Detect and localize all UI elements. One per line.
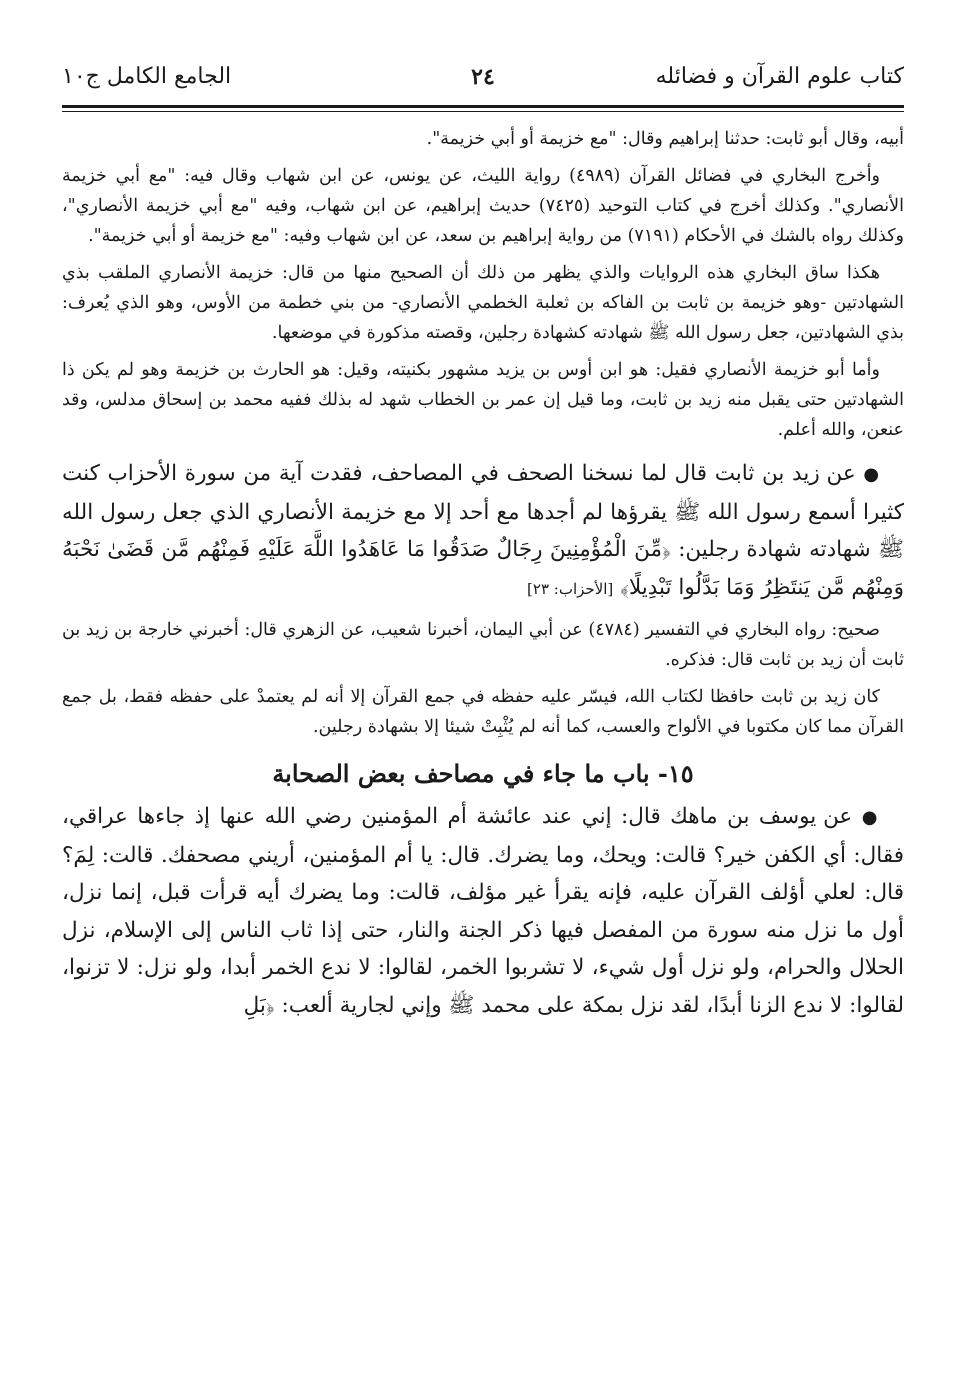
book-title: كتاب علوم القرآن و فضائله xyxy=(655,64,904,89)
hadith-zayd xyxy=(62,455,904,608)
header-rule-thin xyxy=(62,111,904,112)
paragraph-continuation: أبيه، وقال أبو ثابت: حدثنا إبراهيم وقال: "مع خزيمة أو أبي خزيمة". xyxy=(426,129,904,149)
chapter-heading: ١٥- باب ما جاء في مصاحف بعض الصحابة xyxy=(272,759,694,788)
hadith-aisha-text: عن يوسف بن ماهك قال: إني عند عائشة أم المؤمنين رضي الله عنها إذ جاءها عراقي، فقال: أي الكفن خير؟ قالت: ويحك، وما يضرك. قال: يا أم المؤمنين، أريني مصحفك. قالت: لِمَ؟ قال: لعلي أؤلف القرآن عليه، فإنه يقرأ غير مؤلف، قالت: وما يضرك أيه قرأت قبل، إنما نزل، أول ما نزل منه سورة من المفصل فيها ذكر الجنة والنار، حتى إذا ثاب الناس إلى الإسلام، نزل الحلال والحرام، ولو نزل أول شيء، لا تشربوا الخمر، لقالوا: لا ندع الخمر أبدا، ولو نزل: لا تزنوا، لقالوا: لا ندع الزنا أبدًا، لقد نزل بمكة على محمد ﷺ وإني لجارية ألعب: ﴿بَلِ xyxy=(62,804,904,1018)
hadith-zayd-text: عن زيد بن ثابت قال لما نسخنا الصحف في المصاحف، فقدت آية من سورة الأحزاب كنت كثيرا أسمع رسول الله ﷺ يقرؤها لم أجدها مع أحد إلا مع خزيمة الأنصاري الذي جعل رسول الله ﷺ شهادته شهادة رجلين: ﴿مِّنَ الْمُؤْمِنِينَ رِجَالٌ صَدَقُوا مَا عَاهَدُوا اللَّهَ عَلَيْهِ فَمِنْهُم مَّن قَضَىٰ نَحْبَهُ وَمِنْهُم مَّن يَنتَظِرُ وَمَا بَدَّلُوا تَبْدِيلًا﴾ xyxy=(62,461,904,600)
hadith-aisha xyxy=(62,798,904,1024)
bullet-icon: ● xyxy=(861,807,880,828)
header-rule-thick xyxy=(62,105,904,108)
page-number: ٢٤ xyxy=(471,64,495,90)
paragraph-commentary: كان زيد بن ثابت حافظا لكتاب الله، فيسّر عليه حفظه في جمع القرآن إلا أنه لم يعتمدْ على حفظه فقط، بل جمع القرآن مما كان مكتوبا في الألواح والعسب، كما أنه لم يُثْبِتْ شيئا إلا بشهادة رجلين. xyxy=(62,687,904,737)
quran-reference: [الأحزاب: ٢٣] xyxy=(527,579,614,598)
running-header xyxy=(62,55,904,99)
paragraph-bukhari-sources: وأخرج البخاري في فضائل القرآن (٤٩٨٩) رواية الليث، عن يونس، عن ابن شهاب وقال فيه: "مع أبي خزيمة الأنصاري". وكذلك أخرج في كتاب التوحيد (٧٤٢٥) حديث إبراهيم، عن ابن شهاب، وفيه "مع أبي خزيمة الأنصاري"، وكذلك رواه بالشك في الأحكام (٧١٩١) من رواية إبراهيم بن سعد، عن ابن شهاب وفيه: "مع خزيمة أو أبي خزيمة". xyxy=(62,166,905,246)
paragraph-abu-khuzayma: وأما أبو خزيمة الأنصاري فقيل: هو ابن أوس بن يزيد مشهور بكنيته، وقيل: هو الحارث بن خزيمة وهو لم يكن ذا الشهادتين حتى يقبل منه زيد بن ثابت، وما قيل إن عمر بن الخطاب شهد له بذلك ففيه محمد بن إسحاق مدلس، وقد عنعن، والله أعلم. xyxy=(62,360,904,440)
bullet-icon: ● xyxy=(863,464,880,485)
page xyxy=(62,55,904,1365)
paragraph-khuzayma-identity: هكذا ساق البخاري هذه الروايات والذي يظهر من ذلك أن الصحيح منها من قال: خزيمة الأنصاري الملقب بذي الشهادتين -وهو خزيمة بن ثابت بن الفاكه بن ثعلبة الخطمي الأنصاري- من بني خطمة من الأوس، وهو الذي يُعرف: بذي الشهادتين، جعل رسول الله ﷺ شهادته كشهادة رجلين، وقصته مذكورة في موضعها. xyxy=(62,263,904,343)
series-volume: الجامع الكامل ج١٠ xyxy=(62,64,232,89)
paragraph-grading: صحيح: رواه البخاري في التفسير (٤٧٨٤) عن أبي اليمان، أخبرنا شعيب، عن الزهري قال: أخبرني خارجة بن زيد بن ثابت أن زيد بن ثابت قال: فذكره. xyxy=(62,620,904,670)
